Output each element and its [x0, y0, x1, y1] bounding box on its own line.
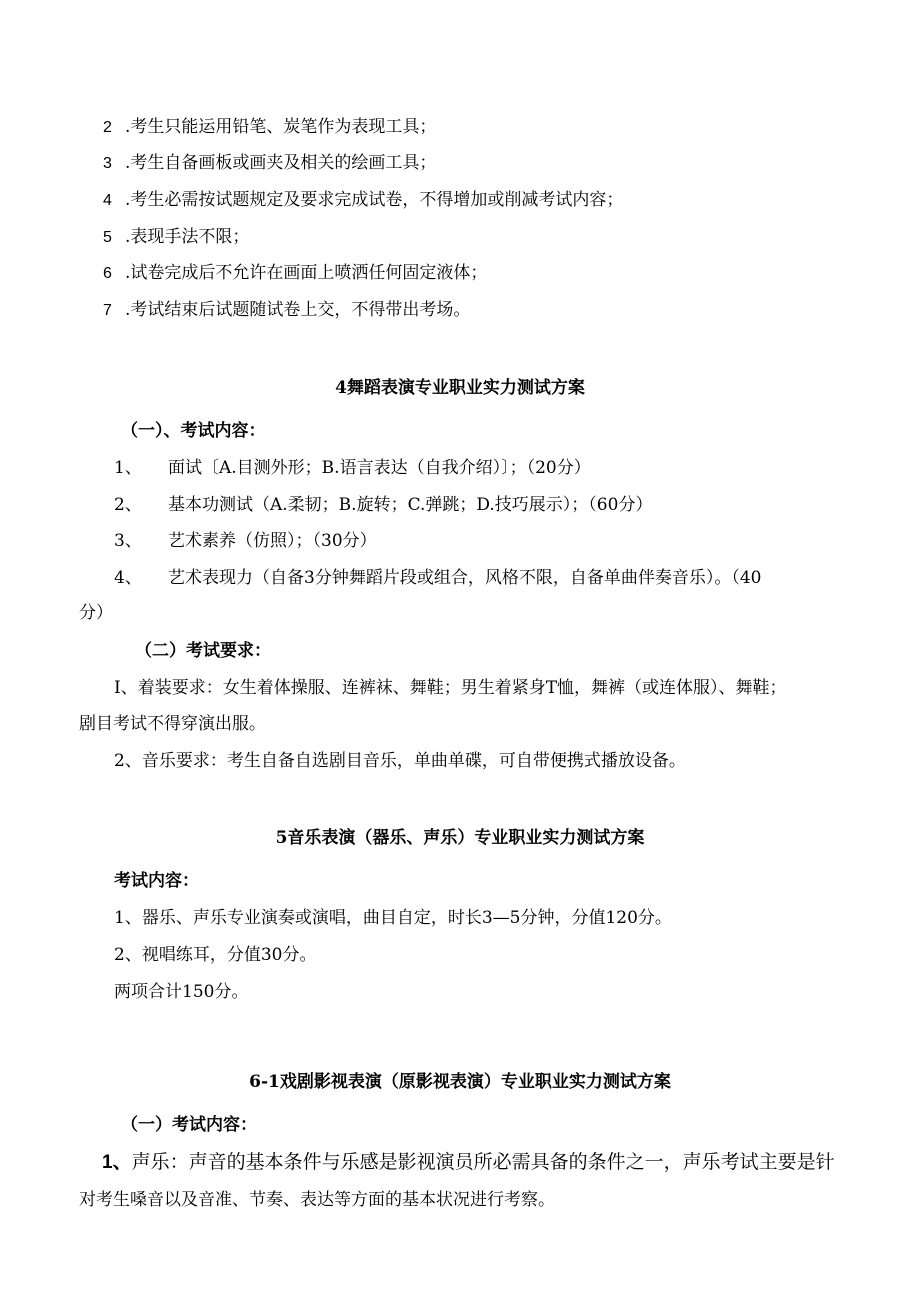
list-item: [114, 530, 377, 552]
subsection-heading: 考试内容：: [114, 871, 199, 891]
list-item-number: 4、: [114, 568, 142, 588]
paragraph: I、着装要求：女生着体操服、连裤袜、舞鞋；男生着紧身T恤，舞裤（或连体服）、舞鞋；: [114, 678, 787, 698]
list-item-number: 2、: [114, 495, 142, 515]
list-item-number: 1、: [114, 458, 142, 478]
list-item-text: .考生自备画板或画夹及相关的绘画工具；: [125, 153, 437, 173]
paragraph: 2、视唱练耳，分值30分。: [114, 945, 317, 965]
paragraph: [102, 1150, 835, 1175]
list-item-number: 4: [103, 192, 112, 209]
list-item-number: 2: [103, 119, 112, 136]
subsection-heading: （一）考试内容：: [121, 1115, 257, 1135]
section-title: 5音乐表演（器乐、声乐）专业职业实力测试方案: [275, 828, 645, 848]
list-item: [103, 152, 436, 175]
paragraph: 2、音乐要求：考生自备自选剧目音乐，单曲单碟，可自带便携式播放设备。: [114, 751, 686, 771]
paragraph-text: 声乐：声音的基本条件与乐感是影视演员所必需具备的条件之一，声乐考试主要是针: [131, 1151, 835, 1173]
section-title: 6-1戏剧影视表演（原影视表演）专业职业实力测试方案: [249, 1072, 671, 1092]
list-item-number: 6: [103, 265, 112, 282]
list-item-text: .表现手法不限；: [125, 227, 250, 247]
subsection-heading: （一）、考试内容：: [121, 421, 266, 441]
list-item-text: 基本功测试（A.柔韧；B.旋转；C.弹跳；D.技巧展示）；（60分）: [168, 495, 653, 515]
list-item-number: 7: [103, 302, 112, 319]
paragraph-continuation: 剧目考试不得穿演出服。: [79, 714, 266, 734]
list-item: [103, 189, 623, 212]
list-item-text: 艺术素养（仿照）；（30分）: [168, 531, 377, 551]
paragraph-continuation: 对考生嗓音以及音准、节奏、表达等方面的基本状况进行考察。: [79, 1190, 555, 1210]
list-item: [114, 457, 591, 479]
subsection-heading: （二）考试要求：: [135, 641, 271, 661]
list-item-text: .考生只能运用铅笔、炭笔作为表现工具；: [125, 117, 437, 137]
list-item-text: .考生必需按试题规定及要求完成试卷，不得增加或削减考试内容；: [125, 190, 624, 210]
list-item-number: 1、: [102, 1152, 132, 1173]
list-item-text: .试卷完成后不允许在画面上喷洒任何固定液体；: [125, 263, 488, 283]
list-item-text: .考试结束后试题随试卷上交，不得带出考场。: [125, 300, 471, 320]
paragraph: 两项合计150分。: [114, 982, 249, 1002]
list-item-text: 艺术表现力（自备3分钟舞蹈片段或组合，风格不限，自备单曲伴奏音乐）。（40: [168, 568, 762, 588]
list-item: [114, 567, 761, 589]
list-item: [103, 116, 436, 139]
list-item: [103, 299, 470, 322]
list-item-number: 3: [103, 155, 112, 172]
section-title: 4舞蹈表演专业职业实力测试方案: [335, 378, 585, 398]
list-item: [103, 262, 487, 285]
list-item-continuation: 分）: [79, 603, 113, 623]
list-item-number: 5: [103, 229, 112, 246]
list-item: [114, 494, 652, 516]
list-item-number: 3、: [114, 531, 142, 551]
list-item: [103, 226, 249, 249]
paragraph: 1、器乐、声乐专业演奏或演唱，曲目自定，时长3—5分钟，分值120分。: [114, 908, 672, 928]
list-item-text: 面试〔A.目测外形；B.语言表达（自我介绍）〕；（20分）: [168, 458, 591, 478]
